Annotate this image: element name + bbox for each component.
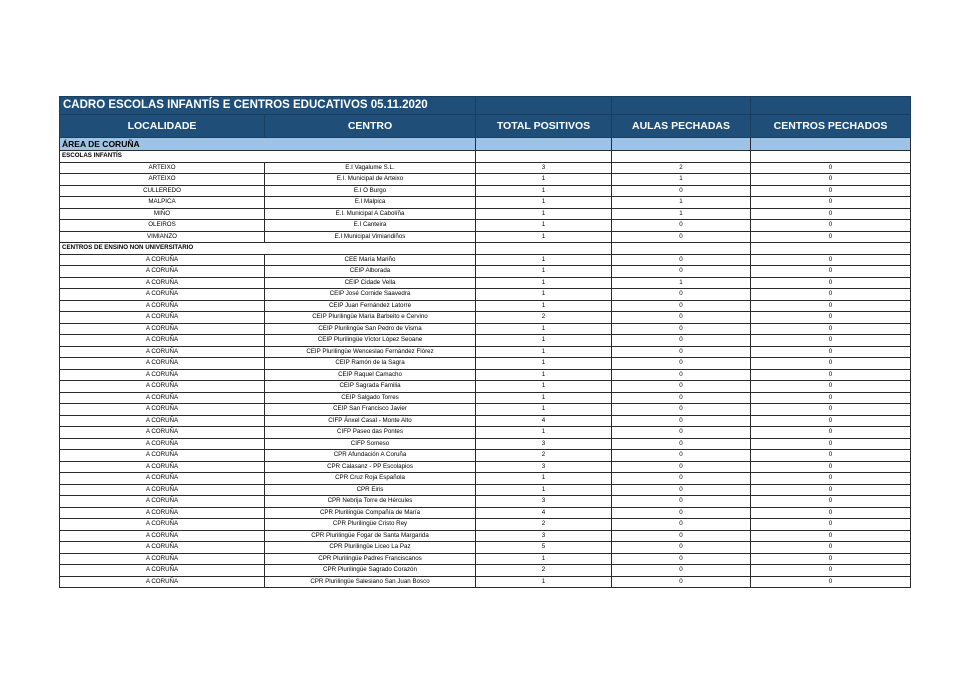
localidade-cell: A CORUÑA <box>60 277 265 289</box>
table-row <box>60 231 911 243</box>
centros-pechados-cell: 0 <box>751 381 911 393</box>
localidade-cell: A CORUÑA <box>60 438 265 450</box>
centros-pechados-cell: 0 <box>751 427 911 439</box>
localidade-cell: A CORUÑA <box>60 553 265 565</box>
aulas-pechadas-cell: 1 <box>612 277 751 289</box>
localidade-cell: A CORUÑA <box>60 473 265 485</box>
aulas-pechadas-cell: 0 <box>612 220 751 232</box>
column-header-centro: CENTRO <box>265 115 476 138</box>
centro-cell: CEIP San Francisco Javier <box>265 404 476 416</box>
area-blank-cell <box>612 138 751 151</box>
table-row <box>60 266 911 278</box>
centros-pechados-cell: 0 <box>751 174 911 186</box>
centro-cell: E.I Municipal Vimiandiños <box>265 231 476 243</box>
table-row <box>60 438 911 450</box>
aulas-pechadas-cell: 0 <box>612 392 751 404</box>
total-positivos-cell: 1 <box>476 369 612 381</box>
centros-pechados-cell: 0 <box>751 197 911 209</box>
total-positivos-cell: 2 <box>476 450 612 462</box>
centros-pechados-cell: 0 <box>751 208 911 220</box>
centro-cell: E.I. Municipal de Arteixo <box>265 174 476 186</box>
total-positivos-cell: 2 <box>476 312 612 324</box>
aulas-pechadas-cell: 2 <box>612 162 751 174</box>
table-row <box>60 174 911 186</box>
section-blank-cell <box>476 151 612 163</box>
centros-pechados-cell: 0 <box>751 312 911 324</box>
total-positivos-cell: 3 <box>476 496 612 508</box>
total-positivos-cell: 2 <box>476 565 612 577</box>
aulas-pechadas-cell: 0 <box>612 289 751 301</box>
localidade-cell: A CORUÑA <box>60 254 265 266</box>
localidade-cell: ARTEIXO <box>60 174 265 186</box>
localidade-cell: A CORUÑA <box>60 312 265 324</box>
total-positivos-cell: 1 <box>476 254 612 266</box>
area-blank-cell <box>751 138 911 151</box>
centros-pechados-cell: 0 <box>751 461 911 473</box>
column-header-centros-pechados: CENTROS PECHADOS <box>751 115 911 138</box>
area-label: ÁREA DE CORUÑA <box>60 138 476 151</box>
localidade-cell: A CORUÑA <box>60 450 265 462</box>
localidade-cell: A CORUÑA <box>60 542 265 554</box>
table-row <box>60 346 911 358</box>
centros-pechados-cell: 0 <box>751 519 911 531</box>
centros-pechados-cell: 0 <box>751 438 911 450</box>
centros-pechados-cell: 0 <box>751 415 911 427</box>
centro-cell: CPR Plurilingüe Sagrado Corazón <box>265 565 476 577</box>
centros-pechados-cell: 0 <box>751 231 911 243</box>
total-positivos-cell: 1 <box>476 208 612 220</box>
localidade-cell: A CORUÑA <box>60 289 265 301</box>
table-row <box>60 519 911 531</box>
table-row <box>60 415 911 427</box>
total-positivos-cell: 1 <box>476 404 612 416</box>
table-row <box>60 254 911 266</box>
section-label: ESCOLAS INFANTÍS <box>60 151 476 163</box>
section-row <box>60 243 911 255</box>
table-row <box>60 277 911 289</box>
centros-pechados-cell: 0 <box>751 576 911 588</box>
localidade-cell: A CORUÑA <box>60 404 265 416</box>
table-row <box>60 427 911 439</box>
total-positivos-cell: 1 <box>476 346 612 358</box>
aulas-pechadas-cell: 0 <box>612 323 751 335</box>
table-row <box>60 450 911 462</box>
column-header-aulas-pechadas: AULAS PECHADAS <box>612 115 751 138</box>
column-header-total-positivos: TOTAL POSITIVOS <box>476 115 612 138</box>
table-title: CADRO ESCOLAS INFANTÍS E CENTROS EDUCATIVOS 05.11.2020 <box>60 97 476 115</box>
centro-cell: CEIP Raquel Camacho <box>265 369 476 381</box>
centro-cell: E.I O Burgo <box>265 185 476 197</box>
table-row <box>60 185 911 197</box>
centro-cell: CIFP Someso <box>265 438 476 450</box>
aulas-pechadas-cell: 0 <box>612 427 751 439</box>
centros-pechados-cell: 0 <box>751 185 911 197</box>
table-row <box>60 369 911 381</box>
title-blank-cell <box>476 97 612 115</box>
localidade-cell: A CORUÑA <box>60 530 265 542</box>
total-positivos-cell: 1 <box>476 358 612 370</box>
centro-cell: CPR Nebrija Torre de Hércules <box>265 496 476 508</box>
aulas-pechadas-cell: 0 <box>612 565 751 577</box>
centros-pechados-cell: 0 <box>751 289 911 301</box>
total-positivos-cell: 3 <box>476 438 612 450</box>
centros-pechados-cell: 0 <box>751 323 911 335</box>
aulas-pechadas-cell: 0 <box>612 231 751 243</box>
localidade-cell: A CORUÑA <box>60 392 265 404</box>
total-positivos-cell: 1 <box>476 484 612 496</box>
aulas-pechadas-cell: 1 <box>612 174 751 186</box>
aulas-pechadas-cell: 0 <box>612 438 751 450</box>
section-blank-cell <box>751 151 911 163</box>
total-positivos-cell: 1 <box>476 277 612 289</box>
total-positivos-cell: 1 <box>476 289 612 301</box>
aulas-pechadas-cell: 0 <box>612 461 751 473</box>
centro-cell: CPR Plurilingüe Cristo Rey <box>265 519 476 531</box>
localidade-cell: A CORUÑA <box>60 576 265 588</box>
total-positivos-cell: 4 <box>476 415 612 427</box>
aulas-pechadas-cell: 0 <box>612 335 751 347</box>
aulas-pechadas-cell: 0 <box>612 254 751 266</box>
total-positivos-cell: 1 <box>476 174 612 186</box>
localidade-cell: A CORUÑA <box>60 369 265 381</box>
centro-cell: E.I Vagalume S.L. <box>265 162 476 174</box>
centro-cell: CEIP José Cornide Saavedra <box>265 289 476 301</box>
localidade-cell: A CORUÑA <box>60 496 265 508</box>
total-positivos-cell: 1 <box>476 392 612 404</box>
centro-cell: CPR Eiris <box>265 484 476 496</box>
centro-cell: CEIP Plurilingüe Wenceslao Fernández Flórez <box>265 346 476 358</box>
aulas-pechadas-cell: 0 <box>612 507 751 519</box>
table-row <box>60 507 911 519</box>
total-positivos-cell: 1 <box>476 553 612 565</box>
centros-pechados-cell: 0 <box>751 220 911 232</box>
aulas-pechadas-cell: 0 <box>612 576 751 588</box>
table-row <box>60 392 911 404</box>
total-positivos-cell: 1 <box>476 231 612 243</box>
table-row <box>60 208 911 220</box>
centros-pechados-cell: 0 <box>751 496 911 508</box>
centro-cell: CEE María Mariño <box>265 254 476 266</box>
localidade-cell: A CORUÑA <box>60 300 265 312</box>
table-row <box>60 220 911 232</box>
centros-pechados-cell: 0 <box>751 542 911 554</box>
localidade-cell: A CORUÑA <box>60 323 265 335</box>
localidade-cell: ARTEIXO <box>60 162 265 174</box>
centro-cell: CEIP Cidade Vella <box>265 277 476 289</box>
localidade-cell: A CORUÑA <box>60 358 265 370</box>
table-row <box>60 381 911 393</box>
table-row <box>60 576 911 588</box>
localidade-cell: A CORUÑA <box>60 565 265 577</box>
section-blank-cell <box>612 151 751 163</box>
total-positivos-cell: 1 <box>476 300 612 312</box>
localidade-cell: A CORUÑA <box>60 507 265 519</box>
centros-pechados-cell: 0 <box>751 369 911 381</box>
table-row <box>60 473 911 485</box>
centros-pechados-cell: 0 <box>751 254 911 266</box>
total-positivos-cell: 1 <box>476 185 612 197</box>
centro-cell: CPR Plurilingüe Salesiano San Juan Bosco <box>265 576 476 588</box>
total-positivos-cell: 1 <box>476 323 612 335</box>
centros-pechados-cell: 0 <box>751 346 911 358</box>
area-blank-cell <box>476 138 612 151</box>
aulas-pechadas-cell: 0 <box>612 484 751 496</box>
centros-pechados-cell: 0 <box>751 404 911 416</box>
aulas-pechadas-cell: 0 <box>612 358 751 370</box>
table-row <box>60 358 911 370</box>
centros-pechados-cell: 0 <box>751 392 911 404</box>
aulas-pechadas-cell: 0 <box>612 266 751 278</box>
table-row <box>60 289 911 301</box>
centro-cell: CEIP Juan Fernández Latorre <box>265 300 476 312</box>
table-row <box>60 197 911 209</box>
table-row <box>60 312 911 324</box>
total-positivos-cell: 1 <box>476 427 612 439</box>
aulas-pechadas-cell: 0 <box>612 473 751 485</box>
aulas-pechadas-cell: 0 <box>612 415 751 427</box>
total-positivos-cell: 1 <box>476 381 612 393</box>
localidade-cell: A CORUÑA <box>60 484 265 496</box>
localidade-cell: A CORUÑA <box>60 346 265 358</box>
total-positivos-cell: 2 <box>476 519 612 531</box>
total-positivos-cell: 1 <box>476 197 612 209</box>
aulas-pechadas-cell: 0 <box>612 542 751 554</box>
total-positivos-cell: 4 <box>476 507 612 519</box>
table-row <box>60 162 911 174</box>
localidade-cell: VIMIANZO <box>60 231 265 243</box>
table-row <box>60 484 911 496</box>
total-positivos-cell: 1 <box>476 473 612 485</box>
aulas-pechadas-cell: 0 <box>612 519 751 531</box>
table-row <box>60 335 911 347</box>
aulas-pechadas-cell: 1 <box>612 208 751 220</box>
centros-pechados-cell: 0 <box>751 266 911 278</box>
centros-pechados-cell: 0 <box>751 335 911 347</box>
title-blank-cell <box>612 97 751 115</box>
localidade-cell: OLEIROS <box>60 220 265 232</box>
centro-cell: CEIP Sagrada Familia <box>265 381 476 393</box>
centro-cell: CPR Plurilingüe Liceo La Paz <box>265 542 476 554</box>
total-positivos-cell: 3 <box>476 162 612 174</box>
centro-cell: CEIP Alborada <box>265 266 476 278</box>
localidade-cell: MIÑO <box>60 208 265 220</box>
localidade-cell: CULLEREDO <box>60 185 265 197</box>
aulas-pechadas-cell: 0 <box>612 404 751 416</box>
centro-cell: CEIP Ramón de la Sagra <box>265 358 476 370</box>
data-table <box>59 96 911 588</box>
total-positivos-cell: 5 <box>476 542 612 554</box>
centros-pechados-cell: 0 <box>751 473 911 485</box>
aulas-pechadas-cell: 0 <box>612 369 751 381</box>
aulas-pechadas-cell: 0 <box>612 185 751 197</box>
title-blank-cell <box>751 97 911 115</box>
centros-pechados-cell: 0 <box>751 553 911 565</box>
aulas-pechadas-cell: 0 <box>612 381 751 393</box>
centros-pechados-cell: 0 <box>751 507 911 519</box>
total-positivos-cell: 1 <box>476 576 612 588</box>
centro-cell: CPR Plurilingüe Padres Franciscanos <box>265 553 476 565</box>
column-header-localidade: LOCALIDADE <box>60 115 265 138</box>
table-row <box>60 404 911 416</box>
localidade-cell: MALPICA <box>60 197 265 209</box>
centros-pechados-cell: 0 <box>751 358 911 370</box>
section-row <box>60 151 911 163</box>
localidade-cell: A CORUÑA <box>60 427 265 439</box>
localidade-cell: A CORUÑA <box>60 381 265 393</box>
centro-cell: CEIP Salgado Torres <box>265 392 476 404</box>
centro-cell: CPR Calasanz - PP Escolapios <box>265 461 476 473</box>
centros-pechados-cell: 0 <box>751 484 911 496</box>
aulas-pechadas-cell: 0 <box>612 312 751 324</box>
centros-pechados-cell: 0 <box>751 530 911 542</box>
table-row <box>60 323 911 335</box>
aulas-pechadas-cell: 1 <box>612 197 751 209</box>
centro-cell: CEIP Plurilingüe San Pedro de Visma <box>265 323 476 335</box>
table-row <box>60 461 911 473</box>
table-row <box>60 496 911 508</box>
table-row <box>60 530 911 542</box>
section-blank-cell <box>476 243 612 255</box>
total-positivos-cell: 1 <box>476 220 612 232</box>
table-row <box>60 553 911 565</box>
aulas-pechadas-cell: 0 <box>612 553 751 565</box>
centro-cell: E.I. Municipal A Cabolíña <box>265 208 476 220</box>
centros-pechados-cell: 0 <box>751 565 911 577</box>
centro-cell: CIFP Paseo das Pontes <box>265 427 476 439</box>
table-row <box>60 542 911 554</box>
total-positivos-cell: 3 <box>476 530 612 542</box>
area-row <box>60 138 911 151</box>
localidade-cell: A CORUÑA <box>60 461 265 473</box>
centros-pechados-cell: 0 <box>751 450 911 462</box>
section-blank-cell <box>751 243 911 255</box>
table-row <box>60 300 911 312</box>
centro-cell: CPR Afundación A Coruña <box>265 450 476 462</box>
centro-cell: CPR Plurilingüe Fogar de Santa Margarida <box>265 530 476 542</box>
aulas-pechadas-cell: 0 <box>612 530 751 542</box>
centro-cell: CEIP Plurilingüe María Barbeito e Cervino <box>265 312 476 324</box>
centro-cell: CPR Cruz Roja Española <box>265 473 476 485</box>
aulas-pechadas-cell: 0 <box>612 450 751 462</box>
centro-cell: CEIP Plurilingüe Víctor López Seoane <box>265 335 476 347</box>
localidade-cell: A CORUÑA <box>60 519 265 531</box>
localidade-cell: A CORUÑA <box>60 266 265 278</box>
section-label: CENTROS DE ENSINO NON UNIVERSITARIO <box>60 243 476 255</box>
centro-cell: CPR Plurilingüe Compañía de María <box>265 507 476 519</box>
aulas-pechadas-cell: 0 <box>612 300 751 312</box>
centros-pechados-cell: 0 <box>751 277 911 289</box>
centro-cell: E.I Canteira <box>265 220 476 232</box>
aulas-pechadas-cell: 0 <box>612 346 751 358</box>
total-positivos-cell: 1 <box>476 266 612 278</box>
centro-cell: E.I Malpica <box>265 197 476 209</box>
table-row <box>60 565 911 577</box>
section-blank-cell <box>612 243 751 255</box>
localidade-cell: A CORUÑA <box>60 415 265 427</box>
aulas-pechadas-cell: 0 <box>612 496 751 508</box>
total-positivos-cell: 1 <box>476 335 612 347</box>
header-row <box>60 115 911 138</box>
centro-cell: CIFP Ánxel Casal - Monte Alto <box>265 415 476 427</box>
localidade-cell: A CORUÑA <box>60 335 265 347</box>
centros-pechados-cell: 0 <box>751 162 911 174</box>
total-positivos-cell: 3 <box>476 461 612 473</box>
centros-pechados-cell: 0 <box>751 300 911 312</box>
title-row <box>60 97 911 115</box>
